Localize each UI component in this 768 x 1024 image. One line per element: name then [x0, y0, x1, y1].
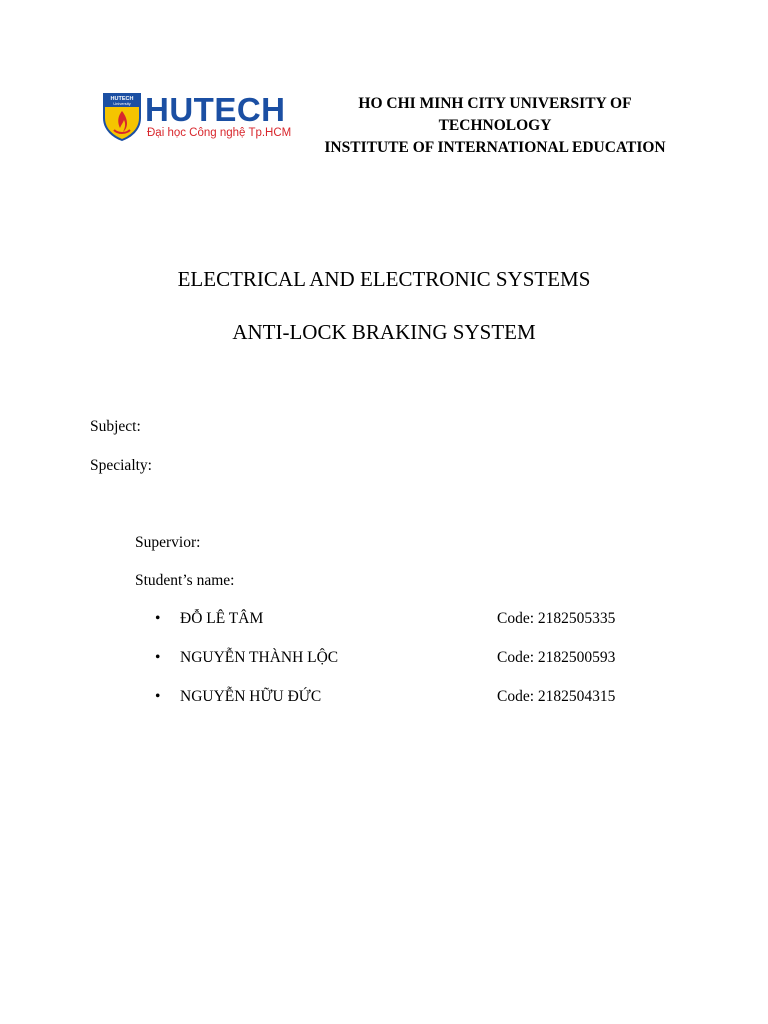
student-code: Code: 2182505335: [497, 610, 616, 627]
bullet-icon: •: [155, 688, 161, 705]
course-title: ELECTRICAL AND ELECTRONIC SYSTEMS: [177, 267, 591, 291]
bullet-icon: •: [155, 610, 161, 627]
supervisor-label: Supervior:: [135, 534, 201, 551]
student-name: ĐỖ LÊ TÂM: [180, 610, 264, 627]
student-code: Code: 2182504315: [497, 688, 616, 705]
bullet-icon: •: [155, 649, 161, 666]
student-code: Code: 2182500593: [497, 649, 616, 666]
subject-label: Subject:: [90, 418, 141, 435]
badge-text-1: HUTECH: [110, 96, 134, 102]
student-row: [0, 609, 768, 631]
institution-header: [300, 93, 690, 159]
institution-line-1: HO CHI MINH CITY UNIVERSITY OF: [358, 95, 632, 112]
topic-title: ANTI-LOCK BRAKING SYSTEM: [232, 320, 536, 344]
institution-line-3: INSTITUTE OF INTERNATIONAL EDUCATION: [324, 139, 666, 156]
hutech-logo: [102, 92, 292, 144]
logo-wordmark: HUTECH: [145, 91, 286, 128]
student-name: NGUYỄN THÀNH LỘC: [180, 649, 339, 666]
students-label: Student’s name:: [135, 572, 235, 589]
logo-tagline: Đại học Công nghệ Tp.HCM: [147, 127, 292, 139]
specialty-label: Specialty:: [90, 457, 152, 474]
institution-line-2: TECHNOLOGY: [438, 117, 552, 134]
badge-text-2: University: [113, 101, 131, 106]
student-name: NGUYỄN HỮU ĐỨC: [180, 688, 322, 705]
student-row: [0, 648, 768, 670]
shield-emblem-icon: [102, 92, 142, 142]
student-row: [0, 687, 768, 709]
